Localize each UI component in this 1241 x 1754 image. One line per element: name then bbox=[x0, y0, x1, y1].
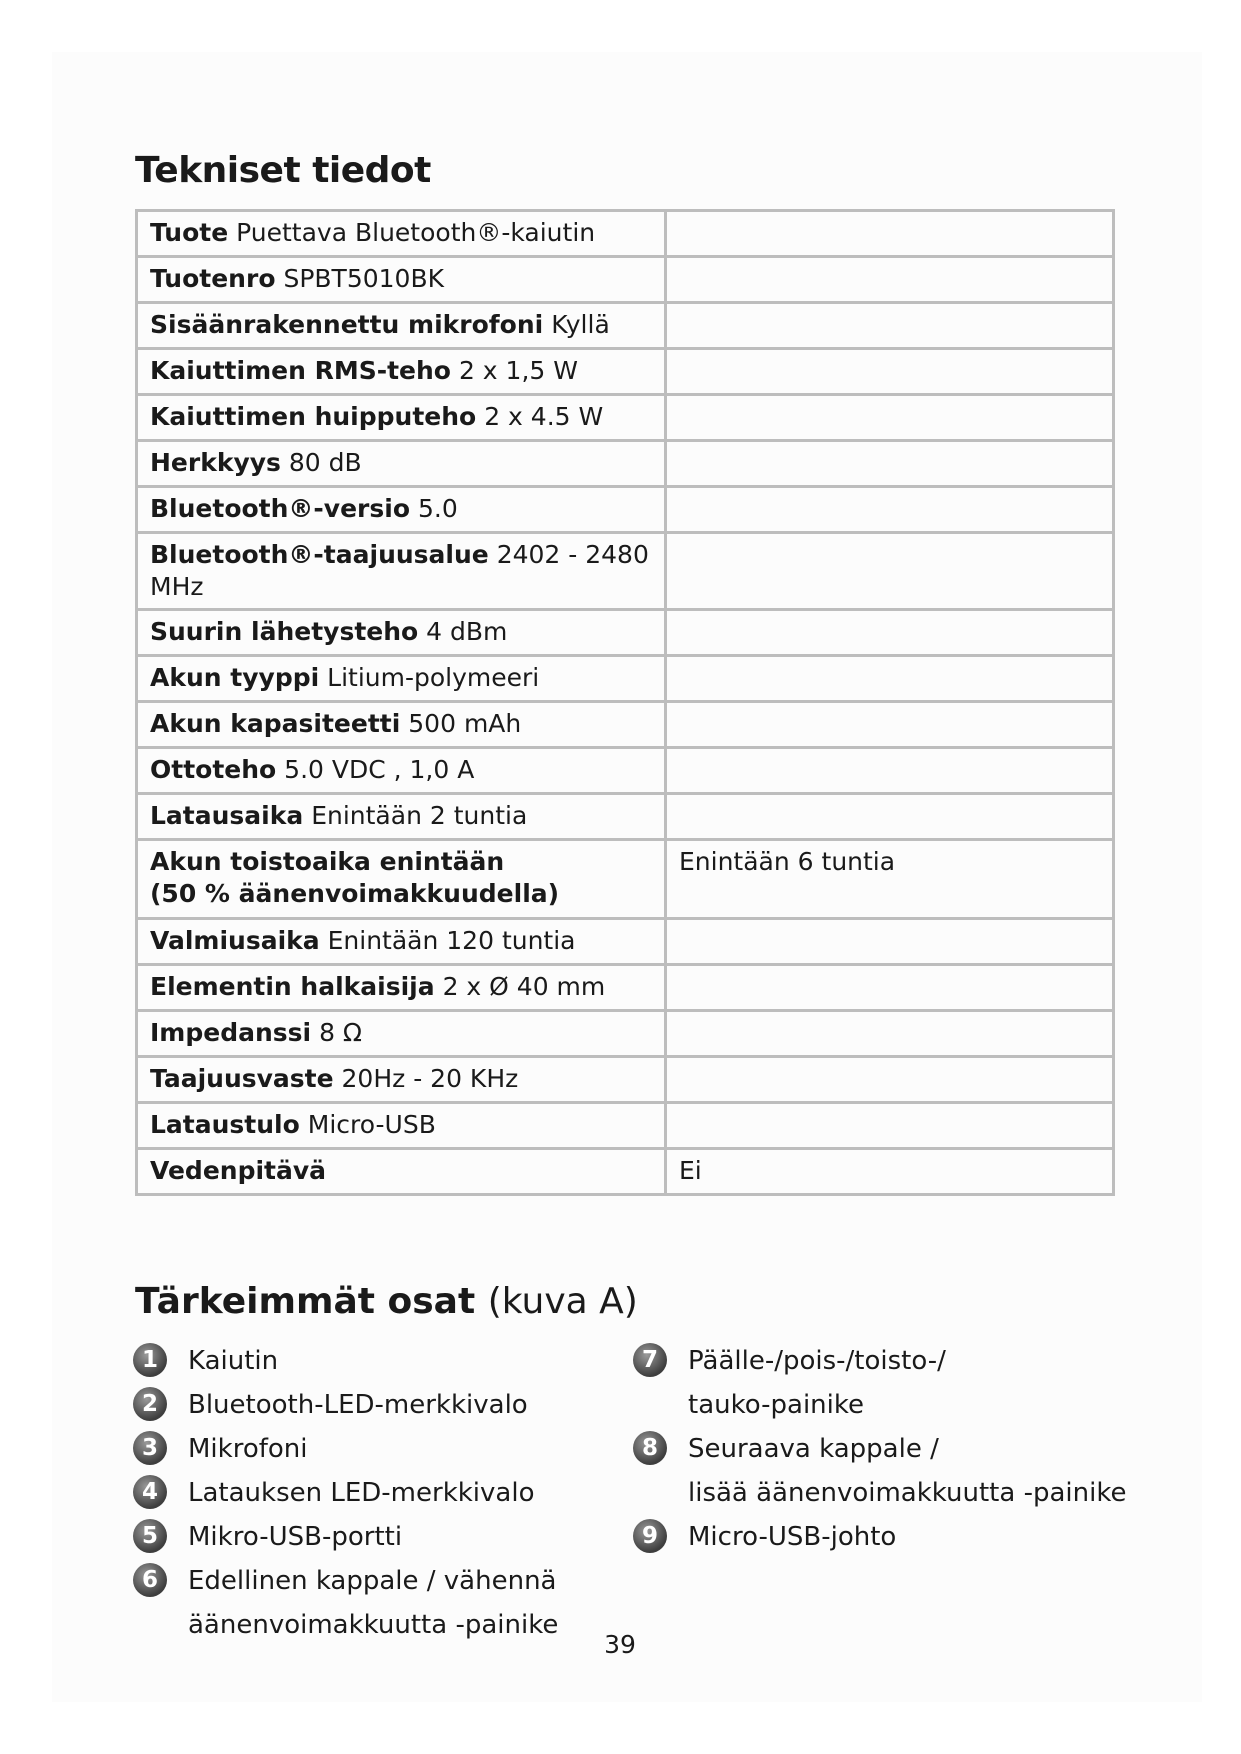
spec-cell bbox=[137, 656, 666, 702]
spec-right-cell: Enintään 6 tuntia bbox=[666, 840, 1114, 919]
number-badge-icon: 1 bbox=[133, 1343, 167, 1377]
part-text-line2: lisää äänenvoimakkuutta -painike bbox=[688, 1478, 1127, 1508]
number-badge-icon: 5 bbox=[133, 1519, 167, 1553]
number-badge-icon: 3 bbox=[133, 1431, 167, 1465]
list-item bbox=[133, 1471, 633, 1515]
spec-label: Bluetooth®-taajuusalue bbox=[150, 540, 489, 569]
spec-right-cell bbox=[666, 748, 1114, 794]
part-text-line2: äänenvoimakkuutta -painike bbox=[188, 1610, 559, 1640]
table-row bbox=[137, 840, 1114, 919]
spec-cell bbox=[137, 395, 666, 441]
spec-right-cell bbox=[666, 702, 1114, 748]
part-text: Päälle-/pois-/toisto-/ bbox=[688, 1346, 946, 1376]
table-row bbox=[137, 1011, 1114, 1057]
list-item bbox=[633, 1339, 1153, 1427]
spec-cell bbox=[137, 533, 666, 610]
table-row bbox=[137, 257, 1114, 303]
spec-right-cell bbox=[666, 965, 1114, 1011]
part-text: Micro-USB-johto bbox=[688, 1522, 897, 1552]
table-row bbox=[137, 1149, 1114, 1195]
table-row bbox=[137, 303, 1114, 349]
part-text: Mikrofoni bbox=[188, 1434, 308, 1464]
table-row bbox=[137, 1057, 1114, 1103]
spec-cell bbox=[137, 965, 666, 1011]
spec-right-cell bbox=[666, 1103, 1114, 1149]
spec-value: 20Hz - 20 KHz bbox=[341, 1064, 519, 1093]
number-badge-icon: 6 bbox=[133, 1563, 167, 1597]
list-item bbox=[133, 1427, 633, 1471]
spec-label: Bluetooth®-versio bbox=[150, 494, 411, 523]
spec-value: 2 x 1,5 W bbox=[458, 356, 578, 385]
table-row bbox=[137, 919, 1114, 965]
part-text: Bluetooth-LED-merkkivalo bbox=[188, 1390, 528, 1420]
specs-title: Tekniset tiedot bbox=[135, 150, 431, 191]
part-text: Edellinen kappale / vähennä bbox=[188, 1566, 557, 1596]
spec-value: 2402 - 2480 MHz bbox=[150, 540, 649, 601]
list-item bbox=[133, 1559, 633, 1647]
spec-label: Akun tyyppi bbox=[150, 663, 320, 692]
part-text: Seuraava kappale / bbox=[688, 1434, 939, 1464]
spec-right-cell bbox=[666, 349, 1114, 395]
spec-cell bbox=[137, 441, 666, 487]
table-row bbox=[137, 395, 1114, 441]
table-row bbox=[137, 211, 1114, 257]
spec-value: Enintään 120 tuntia bbox=[327, 926, 576, 955]
spec-right-cell bbox=[666, 533, 1114, 610]
number-badge-icon: 2 bbox=[133, 1387, 167, 1421]
list-item bbox=[633, 1427, 1153, 1515]
spec-label: Lataustulo bbox=[150, 1110, 300, 1139]
parts-list-left bbox=[133, 1339, 633, 1647]
spec-right-cell bbox=[666, 794, 1114, 840]
part-text: Mikro-USB-portti bbox=[188, 1522, 403, 1552]
table-row bbox=[137, 702, 1114, 748]
spec-label: Valmiusaika bbox=[150, 926, 320, 955]
spec-right-cell bbox=[666, 395, 1114, 441]
spec-label: Tuotenro bbox=[150, 264, 276, 293]
spec-right-cell bbox=[666, 610, 1114, 656]
spec-label: Kaiuttimen RMS-teho bbox=[150, 356, 451, 385]
spec-label: Taajuusvaste bbox=[150, 1064, 334, 1093]
spec-label: Sisäänrakennettu mikrofoni bbox=[150, 310, 544, 339]
spec-value: Enintään 2 tuntia bbox=[311, 801, 528, 830]
part-text: Latauksen LED-merkkivalo bbox=[188, 1478, 535, 1508]
parts-title-main: Tärkeimmät osat bbox=[135, 1281, 476, 1322]
spec-value: 80 dB bbox=[288, 448, 362, 477]
spec-label: Herkkyys bbox=[150, 448, 281, 477]
parts-title bbox=[135, 1280, 638, 1324]
spec-value: Micro-USB bbox=[307, 1110, 436, 1139]
table-row bbox=[137, 965, 1114, 1011]
spec-cell bbox=[137, 748, 666, 794]
spec-right-cell bbox=[666, 1057, 1114, 1103]
spec-right-cell bbox=[666, 303, 1114, 349]
spec-label: Akun toistoaika enintään bbox=[150, 847, 505, 876]
spec-value: 8 Ω bbox=[319, 1018, 363, 1047]
table-row bbox=[137, 533, 1114, 610]
parts-title-ref: (kuva A) bbox=[487, 1281, 638, 1322]
table-row bbox=[137, 441, 1114, 487]
parts-list-right bbox=[633, 1339, 1153, 1559]
spec-cell bbox=[137, 211, 666, 257]
spec-cell bbox=[137, 1011, 666, 1057]
part-text: Kaiutin bbox=[188, 1346, 279, 1376]
spec-label: Akun kapasiteetti bbox=[150, 709, 401, 738]
spec-right-cell bbox=[666, 211, 1114, 257]
spec-value: 2 x Ø 40 mm bbox=[442, 972, 606, 1001]
list-item bbox=[133, 1383, 633, 1427]
spec-right-cell bbox=[666, 257, 1114, 303]
spec-label-line2: (50 % äänenvoimakkuudella) bbox=[150, 879, 560, 908]
spec-cell bbox=[137, 610, 666, 656]
spec-value: 2 x 4.5 W bbox=[484, 402, 604, 431]
specs-table bbox=[135, 209, 1115, 1196]
table-row bbox=[137, 748, 1114, 794]
number-badge-icon: 8 bbox=[633, 1431, 667, 1465]
spec-value: Kyllä bbox=[551, 310, 610, 339]
spec-value: 4 dBm bbox=[426, 617, 508, 646]
spec-value: SPBT5010BK bbox=[283, 264, 444, 293]
spec-cell bbox=[137, 794, 666, 840]
spec-right-cell bbox=[666, 919, 1114, 965]
spec-label: Kaiuttimen huipputeho bbox=[150, 402, 477, 431]
spec-cell bbox=[137, 840, 666, 919]
spec-cell bbox=[137, 257, 666, 303]
spec-cell bbox=[137, 1103, 666, 1149]
list-item bbox=[633, 1515, 1153, 1559]
spec-value: 500 mAh bbox=[408, 709, 522, 738]
spec-label: Vedenpitävä bbox=[150, 1156, 327, 1185]
table-row bbox=[137, 610, 1114, 656]
table-row bbox=[137, 487, 1114, 533]
spec-value: 5.0 VDC , 1,0 A bbox=[284, 755, 475, 784]
table-row bbox=[137, 1103, 1114, 1149]
number-badge-icon: 7 bbox=[633, 1343, 667, 1377]
spec-right-cell bbox=[666, 441, 1114, 487]
spec-cell bbox=[137, 1149, 666, 1195]
spec-label: Latausaika bbox=[150, 801, 304, 830]
table-row bbox=[137, 656, 1114, 702]
spec-right-cell: Ei bbox=[666, 1149, 1114, 1195]
spec-label: Impedanssi bbox=[150, 1018, 312, 1047]
spec-right-cell bbox=[666, 487, 1114, 533]
spec-cell bbox=[137, 487, 666, 533]
spec-cell bbox=[137, 303, 666, 349]
spec-label: Ottoteho bbox=[150, 755, 277, 784]
spec-cell bbox=[137, 1057, 666, 1103]
table-row bbox=[137, 794, 1114, 840]
part-text-line2: tauko-painike bbox=[688, 1390, 864, 1420]
spec-right-cell bbox=[666, 1011, 1114, 1057]
spec-value: 5.0 bbox=[417, 494, 458, 523]
spec-cell bbox=[137, 349, 666, 395]
page-number: 39 bbox=[604, 1630, 636, 1659]
list-item bbox=[133, 1515, 633, 1559]
list-item bbox=[133, 1339, 633, 1383]
spec-value: Puettava Bluetooth®-kaiutin bbox=[236, 218, 596, 247]
spec-label: Elementin halkaisija bbox=[150, 972, 435, 1001]
table-row bbox=[137, 349, 1114, 395]
spec-label: Tuote bbox=[150, 218, 229, 247]
number-badge-icon: 4 bbox=[133, 1475, 167, 1509]
number-badge-icon: 9 bbox=[633, 1519, 667, 1553]
spec-cell bbox=[137, 702, 666, 748]
spec-right-cell bbox=[666, 656, 1114, 702]
spec-label: Suurin lähetysteho bbox=[150, 617, 419, 646]
spec-value: Litium-polymeeri bbox=[327, 663, 540, 692]
spec-cell bbox=[137, 919, 666, 965]
